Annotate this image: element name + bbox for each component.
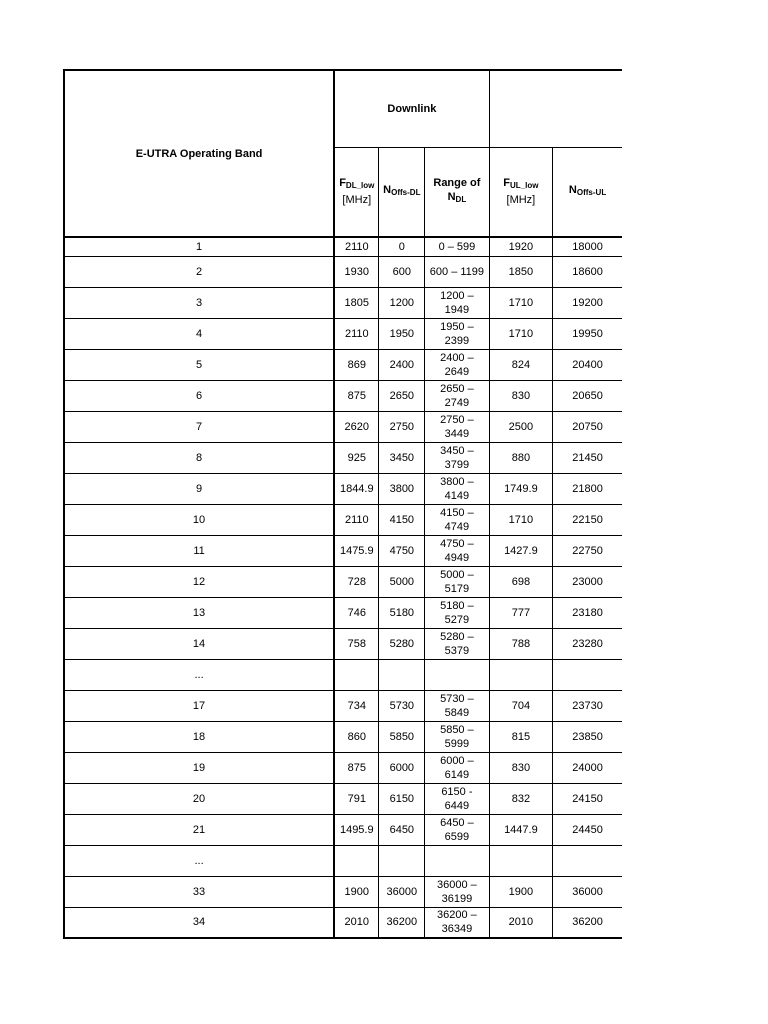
f-dl-low-cell: 869 xyxy=(334,349,379,380)
f-ul-low-cell: 788 xyxy=(489,628,553,659)
f-ul-low-cell: 1920 xyxy=(489,237,553,256)
eutra-band-table xyxy=(63,69,622,939)
table-row xyxy=(64,814,622,845)
range-ndl-cell: 1200 – 1949 xyxy=(425,287,489,318)
table-row xyxy=(64,597,622,628)
n-offs-dl-cell: 0 xyxy=(379,237,425,256)
range-ndl-cell: 5280 – 5379 xyxy=(425,628,489,659)
n-offs-ul-cell: 22150 xyxy=(553,504,622,535)
table-row xyxy=(64,411,622,442)
band-cell: 20 xyxy=(64,783,334,814)
n-offs-ul-cell: 19950 xyxy=(553,318,622,349)
range-ndl-cell: 2400 – 2649 xyxy=(425,349,489,380)
band-cell: 34 xyxy=(64,907,334,938)
range-ndl-cell: 36000 – 36199 xyxy=(425,876,489,907)
f-ul-low-cell: 1447.9 xyxy=(489,814,553,845)
n-offs-ul-cell: 23280 xyxy=(553,628,622,659)
table-row xyxy=(64,256,622,287)
band-cell: 14 xyxy=(64,628,334,659)
n-offs-ul-cell: 21800 xyxy=(553,473,622,504)
n-offs-dl-cell: 3800 xyxy=(379,473,425,504)
table-row xyxy=(64,349,622,380)
f-ul-low-cell: 698 xyxy=(489,566,553,597)
table-row xyxy=(64,442,622,473)
f-ul-low-cell: 2010 xyxy=(489,907,553,938)
f-dl-low-cell: 746 xyxy=(334,597,379,628)
band-cell: 12 xyxy=(64,566,334,597)
f-dl-low-cell: 728 xyxy=(334,566,379,597)
n-offs-dl-cell: 1200 xyxy=(379,287,425,318)
band-cell: 33 xyxy=(64,876,334,907)
header-row-1 xyxy=(64,70,622,147)
band-cell: 6 xyxy=(64,380,334,411)
f-dl-low-cell: 1844.9 xyxy=(334,473,379,504)
table-row xyxy=(64,566,622,597)
band-cell: 17 xyxy=(64,690,334,721)
f-ul-low-cell: 1850 xyxy=(489,256,553,287)
n-offs-ul-cell: 19200 xyxy=(553,287,622,318)
n-offs-dl-cell: 5280 xyxy=(379,628,425,659)
n-offs-ul-cell: 23730 xyxy=(553,690,622,721)
n-offs-ul-header: $N_{Offs-UL}$ xyxy=(553,147,622,237)
f-ul-low-header: $F_{UL\_low}$ [MHz] xyxy=(489,147,553,237)
table-row xyxy=(64,318,622,349)
range-ndl-cell: 36200 – 36349 xyxy=(425,907,489,938)
f-dl-low-cell: 875 xyxy=(334,380,379,411)
f-dl-low-cell: 2110 xyxy=(334,318,379,349)
f-dl-low-cell: 1495.9 xyxy=(334,814,379,845)
n-offs-ul-cell xyxy=(553,845,622,876)
band-cell: 13 xyxy=(64,597,334,628)
range-ndl-cell: 2750 – 3449 xyxy=(425,411,489,442)
n-offs-dl-cell: 5000 xyxy=(379,566,425,597)
range-ndl-cell: 5730 – 5849 xyxy=(425,690,489,721)
table-row xyxy=(64,504,622,535)
f-dl-low-cell xyxy=(334,845,379,876)
range-ndl-cell: 0 – 599 xyxy=(425,237,489,256)
band-cell: 4 xyxy=(64,318,334,349)
range-ndl-cell: 5000 – 5179 xyxy=(425,566,489,597)
n-offs-ul-cell xyxy=(553,659,622,690)
f-ul-low-cell: 832 xyxy=(489,783,553,814)
uplink-header xyxy=(489,70,622,147)
range-ndl-cell: 6450 – 6599 xyxy=(425,814,489,845)
range-ndl-cell: 1950 – 2399 xyxy=(425,318,489,349)
band-cell: ... xyxy=(64,659,334,690)
band-cell: 18 xyxy=(64,721,334,752)
n-offs-dl-cell: 3450 xyxy=(379,442,425,473)
range-ndl-cell: 4150 – 4749 xyxy=(425,504,489,535)
range-ndl-cell: 2650 – 2749 xyxy=(425,380,489,411)
f-dl-low-cell: 2110 xyxy=(334,237,379,256)
f-dl-low-cell: 1805 xyxy=(334,287,379,318)
table-body xyxy=(64,237,622,938)
table-row xyxy=(64,535,622,566)
f-dl-low-cell: 2010 xyxy=(334,907,379,938)
table-row xyxy=(64,237,622,256)
f-dl-low-cell: 860 xyxy=(334,721,379,752)
f-ul-low-cell: 830 xyxy=(489,380,553,411)
table-row xyxy=(64,287,622,318)
n-offs-ul-cell: 24150 xyxy=(553,783,622,814)
f-ul-low-cell: 2500 xyxy=(489,411,553,442)
n-offs-ul-cell: 23000 xyxy=(553,566,622,597)
f-dl-low-cell: 1930 xyxy=(334,256,379,287)
n-offs-dl-cell: 5730 xyxy=(379,690,425,721)
range-ndl-cell: 5180 – 5279 xyxy=(425,597,489,628)
band-cell: 19 xyxy=(64,752,334,783)
range-ndl-cell xyxy=(425,845,489,876)
f-ul-low-cell: 1427.9 xyxy=(489,535,553,566)
n-offs-dl-cell: 2400 xyxy=(379,349,425,380)
range-ndl-cell xyxy=(425,659,489,690)
band-cell: 21 xyxy=(64,814,334,845)
f-ul-low-cell: 815 xyxy=(489,721,553,752)
n-offs-ul-cell: 22750 xyxy=(553,535,622,566)
f-ul-low-cell: 1710 xyxy=(489,287,553,318)
range-ndl-header: Range of $N_{DL}$ xyxy=(425,147,489,237)
f-ul-low-cell: 824 xyxy=(489,349,553,380)
range-ndl-cell: 3450 – 3799 xyxy=(425,442,489,473)
f-ul-low-cell: 1900 xyxy=(489,876,553,907)
f-ul-low-cell: 1749.9 xyxy=(489,473,553,504)
n-offs-ul-cell: 23850 xyxy=(553,721,622,752)
f-dl-low-cell: 2110 xyxy=(334,504,379,535)
n-offs-dl-header: $N_{Offs-DL}$ xyxy=(379,147,425,237)
f-ul-low-cell: 1710 xyxy=(489,318,553,349)
n-offs-ul-cell: 21450 xyxy=(553,442,622,473)
n-offs-dl-cell: 4150 xyxy=(379,504,425,535)
f-ul-low-cell xyxy=(489,659,553,690)
n-offs-ul-cell: 20650 xyxy=(553,380,622,411)
band-cell: 1 xyxy=(64,237,334,256)
table-row xyxy=(64,783,622,814)
n-offs-ul-cell: 20750 xyxy=(553,411,622,442)
table-row xyxy=(64,380,622,411)
table-row xyxy=(64,752,622,783)
table-row xyxy=(64,876,622,907)
table-row xyxy=(64,721,622,752)
band-cell: 9 xyxy=(64,473,334,504)
f-dl-low-cell: 2620 xyxy=(334,411,379,442)
table-row xyxy=(64,659,622,690)
band-cell: 5 xyxy=(64,349,334,380)
band-cell: 7 xyxy=(64,411,334,442)
f-ul-low-cell: 777 xyxy=(489,597,553,628)
range-ndl-cell: 6000 – 6149 xyxy=(425,752,489,783)
n-offs-ul-cell: 18000 xyxy=(553,237,622,256)
f-dl-low-cell: 734 xyxy=(334,690,379,721)
f-ul-low-cell xyxy=(489,845,553,876)
n-offs-dl-cell: 2750 xyxy=(379,411,425,442)
n-offs-dl-cell: 36000 xyxy=(379,876,425,907)
n-offs-dl-cell: 5180 xyxy=(379,597,425,628)
band-cell: 11 xyxy=(64,535,334,566)
n-offs-ul-cell: 36200 xyxy=(553,907,622,938)
f-dl-low-cell: 1900 xyxy=(334,876,379,907)
f-ul-low-cell: 830 xyxy=(489,752,553,783)
n-offs-dl-cell xyxy=(379,659,425,690)
f-ul-low-cell: 704 xyxy=(489,690,553,721)
table-row xyxy=(64,845,622,876)
n-offs-dl-cell: 5850 xyxy=(379,721,425,752)
n-offs-ul-cell: 36000 xyxy=(553,876,622,907)
n-offs-ul-cell: 24450 xyxy=(553,814,622,845)
band-cell: 10 xyxy=(64,504,334,535)
n-offs-dl-cell: 4750 xyxy=(379,535,425,566)
range-ndl-cell: 600 – 1199 xyxy=(425,256,489,287)
f-dl-low-header: $F_{DL\_low}$ [MHz] xyxy=(334,147,379,237)
n-offs-dl-cell: 6150 xyxy=(379,783,425,814)
n-offs-dl-cell: 2650 xyxy=(379,380,425,411)
f-dl-low-cell: 791 xyxy=(334,783,379,814)
table-row xyxy=(64,690,622,721)
downlink-header: Downlink xyxy=(334,70,489,147)
n-offs-dl-cell: 1950 xyxy=(379,318,425,349)
n-offs-dl-cell: 600 xyxy=(379,256,425,287)
n-offs-ul-cell: 18600 xyxy=(553,256,622,287)
n-offs-ul-cell: 24000 xyxy=(553,752,622,783)
band-cell: 3 xyxy=(64,287,334,318)
f-dl-low-cell: 758 xyxy=(334,628,379,659)
table-row xyxy=(64,907,622,938)
range-ndl-cell: 4750 – 4949 xyxy=(425,535,489,566)
f-ul-low-cell: 880 xyxy=(489,442,553,473)
band-cell: ... xyxy=(64,845,334,876)
f-dl-low-cell: 875 xyxy=(334,752,379,783)
range-ndl-cell: 5850 – 5999 xyxy=(425,721,489,752)
band-cell: 8 xyxy=(64,442,334,473)
f-dl-low-cell xyxy=(334,659,379,690)
band-cell: 2 xyxy=(64,256,334,287)
range-ndl-cell: 6150 - 6449 xyxy=(425,783,489,814)
table-row xyxy=(64,473,622,504)
n-offs-dl-cell: 36200 xyxy=(379,907,425,938)
band-column-header: E-UTRA Operating Band xyxy=(64,70,334,237)
f-dl-low-cell: 925 xyxy=(334,442,379,473)
f-ul-low-cell: 1710 xyxy=(489,504,553,535)
n-offs-dl-cell: 6450 xyxy=(379,814,425,845)
table-row xyxy=(64,628,622,659)
n-offs-dl-cell: 6000 xyxy=(379,752,425,783)
n-offs-ul-cell: 20400 xyxy=(553,349,622,380)
n-offs-ul-cell: 23180 xyxy=(553,597,622,628)
range-ndl-cell: 3800 – 4149 xyxy=(425,473,489,504)
f-dl-low-cell: 1475.9 xyxy=(334,535,379,566)
n-offs-dl-cell xyxy=(379,845,425,876)
